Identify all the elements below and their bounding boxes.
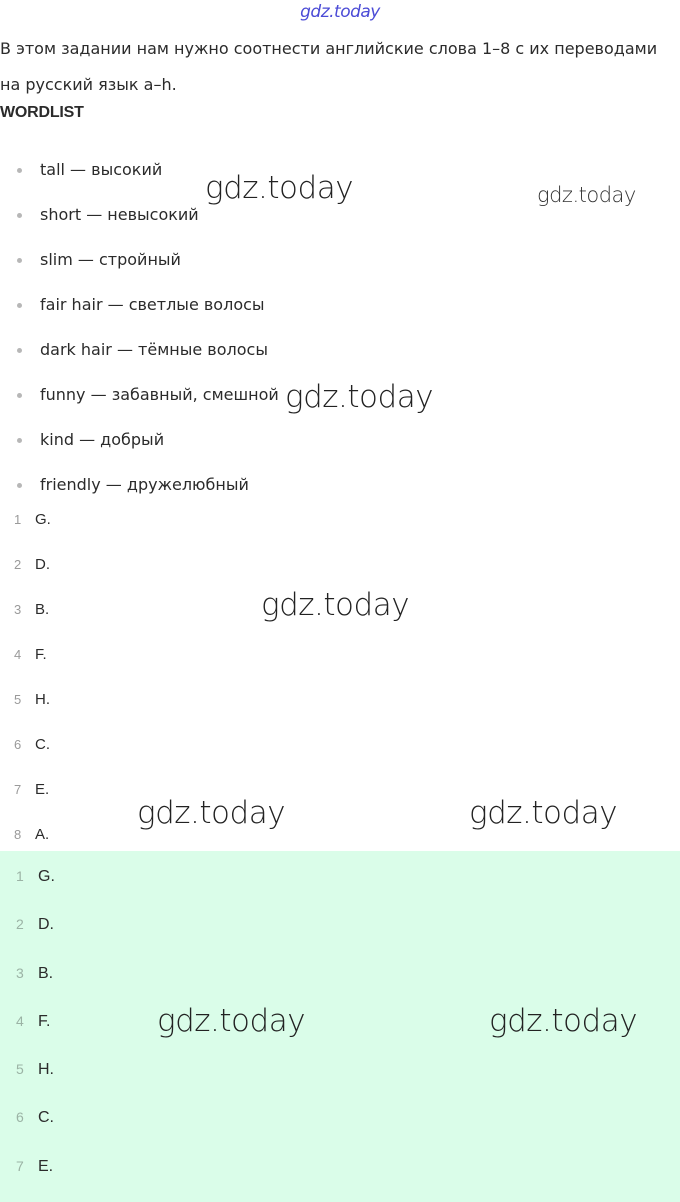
answer-letter: G. [35, 511, 51, 528]
bullet-icon [17, 348, 22, 353]
answer-letter: F. [38, 1012, 51, 1030]
bullet-icon [17, 258, 22, 263]
bullet-icon [17, 168, 22, 173]
watermark: gdz.today [285, 379, 434, 415]
answer-row [0, 497, 680, 542]
answer-row [0, 1147, 680, 1195]
answer-letter: B. [35, 601, 50, 618]
list-item: funny — забавный, смешной [0, 372, 680, 417]
answer-letter: D. [38, 916, 54, 934]
header-watermark: gdz.today [300, 2, 380, 22]
answer-row [0, 542, 680, 587]
answer-row [0, 905, 680, 953]
list-item: fair hair — светлые волосы [0, 282, 680, 327]
answer-number: 7 [14, 782, 22, 797]
answer-letter: E. [38, 1157, 54, 1175]
list-item: short — невысокий [0, 192, 680, 237]
answer-letter: F. [35, 646, 47, 663]
bullet-icon [17, 213, 22, 218]
watermark: gdz.today [469, 795, 618, 831]
list-item: dark hair — тёмные волосы [0, 327, 680, 372]
answer-number: 8 [14, 827, 22, 842]
answer-row [0, 1098, 680, 1146]
answer-number: 7 [16, 1157, 24, 1174]
list-item: kind — добрый [0, 417, 680, 462]
answer-letter: C. [38, 1109, 54, 1127]
answer-number: 3 [14, 602, 22, 617]
watermark: gdz.today [157, 1003, 306, 1039]
answer-number: 1 [14, 512, 22, 527]
bullet-icon [17, 438, 22, 443]
answer-number: 5 [14, 692, 22, 707]
answer-row [0, 1050, 680, 1098]
answer-number: 6 [16, 1109, 24, 1126]
answer-number: 5 [16, 1061, 24, 1078]
watermark: gdz.today [205, 170, 354, 206]
answer-row [0, 954, 680, 1002]
list-item: friendly — дружелюбный [0, 462, 680, 507]
list-item: tall — высокий [0, 147, 680, 192]
wordlist-title: WORDLIST [0, 104, 84, 121]
answer-row [0, 632, 680, 677]
answer-letter: H. [35, 691, 50, 708]
watermark: gdz.today [489, 1003, 638, 1039]
answer-number: 1 [16, 868, 24, 884]
list-item: slim — стройный [0, 237, 680, 282]
answer-number: 3 [16, 964, 24, 981]
answer-number: 4 [14, 647, 22, 662]
bullet-icon [17, 303, 22, 308]
watermark: gdz.today [537, 183, 636, 207]
answer-letter: C. [35, 736, 50, 753]
watermark: gdz.today [137, 795, 286, 831]
task-intro: В этом задании нам нужно соотнести английские слова 1–8 с их переводами на русский язык a–h. [0, 39, 658, 94]
answer-number: 6 [14, 737, 22, 752]
answer-letter: A. [35, 826, 50, 843]
answer-row [0, 677, 680, 722]
answer-letter: G. [38, 868, 55, 885]
answer-letter: H. [38, 1061, 54, 1079]
answer-letter: E. [35, 781, 50, 798]
bullet-icon [17, 393, 22, 398]
answer-letter: B. [38, 964, 54, 982]
answer-row [0, 722, 680, 767]
answer-number: 2 [16, 916, 24, 933]
answer-number: 2 [14, 557, 22, 572]
answer-letter: D. [35, 556, 50, 573]
watermark: gdz.today [261, 587, 410, 623]
bullet-icon [17, 483, 22, 488]
answer-number: 4 [16, 1012, 24, 1029]
answer-row [0, 857, 680, 905]
